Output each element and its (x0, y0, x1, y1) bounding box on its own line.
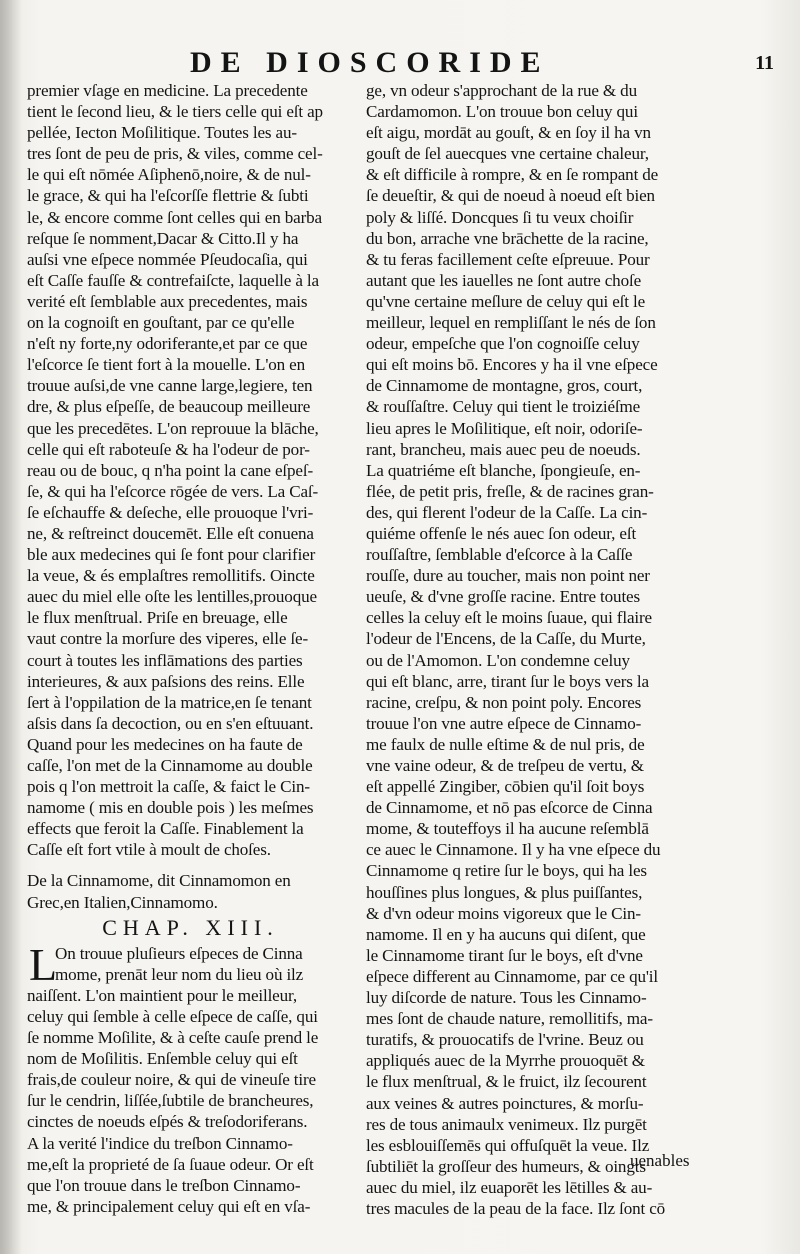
text-line: rouſſaſtre, ſemblable d'eſcorce à la Caſſe (366, 545, 633, 565)
text-line: que les precedētes. L'on reprouue la blāche, (27, 418, 319, 438)
text-line: houſſines plus longues, & plus puiſſantes, (366, 882, 643, 902)
text-line: namome ( mis en double pois ) les meſmes (27, 798, 314, 818)
text-line: me faulx de nulle eſtime & de nul pris, de (366, 734, 645, 754)
text-line: Caſſe eſt fort vtile à moult de choſes. (27, 840, 271, 860)
text-line: mome, prenāt leur nom du lieu où ilz (55, 964, 304, 984)
text-line: auec du miel, ilz euaporēt les lētilles & au- (366, 1177, 653, 1197)
text-line: cinctes de noeuds eſpés & treſodoriferans. (27, 1112, 308, 1132)
text-line: quiéme offenſe le nés auec ſon odeur, eſt (366, 523, 637, 543)
text-line: flée, de petit pris, freſle, & de racines gran- (366, 481, 654, 501)
text-line: eſpece different au Cinnamome, par ce qu'il (366, 966, 659, 986)
text-line: dre, & plus eſpeſſe, de beaucoup meilleure (27, 397, 311, 417)
catchword: uenables (630, 1151, 690, 1170)
gutter-shadow (0, 0, 22, 1254)
text-line: ſubtiliēt la groſſeur des humeurs, & oingts (366, 1156, 646, 1176)
text-line: ueuſe, & d'vne groſſe racine. Entre toutes (366, 587, 640, 607)
text-line: lieu apres le Moſilitique, eſt noir, odoriſe- (366, 418, 643, 438)
text-line: ſe deueſtir, & qui de noeud à noeud eſt bien (366, 186, 655, 206)
text-line: luy diſcorde de nature. Tous les Cinnamo- (366, 988, 647, 1008)
text-line: aſsis dans ſa decoction, ou en s'en eſtuuant. (27, 713, 314, 733)
text-line: eſt aigu, mordāt au gouſt, & en ſoy il ha vn (366, 123, 651, 143)
text-line: auſsi vne eſpece nommée Pſeudocaſia, qui (27, 249, 308, 269)
running-title: DE DIOSCORIDE (190, 46, 550, 79)
text-line: Cardamomon. L'on trouue bon celuy qui (366, 102, 638, 122)
text-line: frais,de couleur noire, & qui de vineuſe tire (27, 1070, 316, 1090)
text-line: vaut contre la morſure des viperes, elle ſe- (27, 629, 309, 649)
text-line: aux veines & autres poinctures, & morſu- (366, 1093, 644, 1113)
text-line: tres macules de la peau de la face. Ilz ſont cō (366, 1198, 666, 1218)
text-line: ſe nomme Moſilite, & à ceſte cauſe prend le (27, 1028, 319, 1048)
text-line: & d'vn odeur moins vigoreux que le Cin- (366, 903, 641, 923)
text-line: La quatriéme eſt blanche, ſpongieuſe, en- (366, 460, 641, 480)
text-line: rant, brancheu, mais auec peu de noeuds. (366, 439, 641, 459)
text-line: on la cognoiſt en gouſtant, par ce qu'elle (27, 313, 295, 333)
text-line: le flux menſtrual. Priſe en breuage, elle (27, 608, 288, 628)
text-line: tient le ſecond lieu, & le tiers celle qui eſt ap (27, 102, 323, 122)
text-line: l'eſcorce ſe tient fort à la mouelle. L'on en (27, 355, 306, 375)
text-line: verité eſt ſemblable aux precedentes, mais (27, 291, 308, 311)
text-line: Cinnamome q retire ſur le boys, qui ha les (366, 861, 647, 881)
text-line: racine, creſpu, & non point poly. Encores (366, 692, 642, 712)
text-line: eſt appellé Zingiber, cōbien qu'il ſoit boys (366, 777, 645, 797)
text-line: la veue, & és emplaſtres remollitifs. Oincte (27, 566, 315, 586)
text-line: premier vſage en medicine. La precedente (27, 81, 308, 100)
text-line: ſur le cendrin, liſſée,ſubtile de brancheures, (27, 1091, 314, 1111)
text-line: Quand pour les medecines on ha faute de (27, 734, 303, 754)
page-number: 11 (755, 52, 774, 74)
text-line: gouſt de ſel auecques vne certaine chaleur, (366, 144, 649, 164)
text-line: le Cinnamome tirant ſur le boys, eſt d'vne (366, 945, 643, 965)
text-line: interieures, & aux paſsions des reins. Elle (27, 671, 305, 691)
right-column (366, 80, 686, 1219)
text-line: ou de l'Amomon. L'on condemne celuy (366, 650, 630, 670)
text-line: eſt Caſſe fauſſe & contrefaiſcte, laquelle à la (27, 270, 319, 290)
text-line: le qui eſt nōmée Aſiphenō,noire, & de nul- (27, 165, 311, 185)
text-line: caſſe, l'on met de la Cinnamome au double (27, 756, 313, 775)
text-line: pois q l'on mettroit la caſſe, & faict le Cin- (27, 777, 310, 797)
chapter-body (27, 938, 354, 1217)
text-line: les esblouiſſemēs qui offuſquēt la veue. Ilz (366, 1135, 650, 1155)
text-line: ge, vn odeur s'approchant de la rue & du (366, 81, 637, 100)
text-line: mes ſont de chaude nature, remollitifs, ma- (366, 1009, 653, 1029)
text-line: du bon, arrache vne brāchette de la racine, (366, 228, 649, 248)
text-line: & rouſſaſtre. Celuy qui tient le troiziéſme (366, 397, 641, 417)
text-line: de Cinnamome de montagne, gros, court, (366, 376, 643, 396)
text-line: celles la celuy eſt le moins ſuaue, qui flaire (366, 608, 652, 628)
text-line: des, qui flerent l'odeur de la Caſſe. La cin- (366, 502, 648, 522)
text-line: autant que les iauelles ne ſont autre choſe (366, 270, 642, 290)
text-line: auec du miel elle oſte les lentilles,prouoque (27, 587, 317, 607)
text-line: De la Cinnamome, dit Cinnamomon en (27, 871, 291, 891)
text-line: n'eſt ny forte,ny odoriferante,et par ce que (27, 334, 308, 354)
text-line: effects que feroit la Caſſe. Finablement la (27, 819, 304, 839)
text-line: qu'vne certaine meſlure de celuy qui eſt le (366, 291, 646, 311)
text-line: court à toutes les inflāmations des parties (27, 650, 303, 670)
text-line: me,eſt la proprieté de ſa ſuaue odeur. Or eſt (27, 1154, 314, 1174)
text-line: le, & encore comme ſont celles qui en barba (27, 207, 322, 227)
text-line: le flux menſtrual, & le fruict, ilz ſecourent (366, 1072, 647, 1092)
right-column-text (366, 80, 686, 1219)
text-line: Grec,en Italien,Cinnamomo. (27, 892, 218, 912)
left-column (27, 80, 354, 1217)
text-line: namome. Il en y ha aucuns qui diſent, que (366, 924, 646, 944)
text-line: & eſt difficile à rompre, & en ſe rompant de (366, 165, 659, 185)
text-line: res de tous animaulx venimeux. Ilz purgēt (366, 1114, 647, 1134)
chapter-title (27, 870, 354, 912)
text-line: ne, & reſtreinct doucemēt. Elle eſt conuena (27, 523, 314, 543)
text-line: ſe eſchauffe & deſeche, elle prouoque l'vri- (27, 502, 314, 522)
text-line: celuy qui ſemble à celle eſpece de caſſe, qui (27, 1006, 318, 1026)
text-line: odeur, empeſche que l'on cognoiſſe celuy (366, 334, 640, 354)
text-line: ce auec le Cinnamone. Il y ha vne eſpece du (366, 840, 661, 860)
text-line: mome, & touteffoys il ha aucune reſemblā (366, 819, 649, 839)
text-line: de Cinnamome, et nō pas eſcorce de Cinna (366, 798, 653, 818)
text-line: me, & principalement celuy qui eſt en vſa- (27, 1196, 311, 1216)
text-line: celle qui eſt raboteuſe & ha l'odeur de por- (27, 439, 310, 459)
text-line: le grace, & qui ha l'eſcorſſe flettrie & ſubti (27, 186, 309, 206)
text-line: & tu feras facillement ceſte eſpreuue. Pour (366, 249, 650, 269)
text-line: appliqués auec de la Myrrhe prouoquēt & (366, 1051, 645, 1071)
text-line: rouſſe, dure au toucher, mais non point ner (366, 566, 650, 586)
text-line: reau ou de bouc, q n'ha point la cane eſpeſ- (27, 460, 314, 480)
text-line: naiſſent. L'on maintient pour le meilleur, (27, 985, 297, 1005)
text-line: A la verité l'indice du treſbon Cinnamo- (27, 1133, 293, 1153)
text-line: ſert à l'oppilation de la matrice,en ſe tenant (27, 692, 312, 712)
text-line: reſque ſe nomment,Dacar & Citto.Il y ha (27, 228, 299, 248)
left-column-text (27, 80, 354, 860)
text-line: qui eſt moins bō. Encores y ha il vne eſpece (366, 355, 658, 375)
drop-cap: L (29, 938, 57, 990)
text-line: poly & liſſé. Doncques ſi tu veux choiſir (366, 207, 634, 227)
text-line: ſe, & qui ha l'eſcorce rōgée de vers. La Caſ- (27, 481, 319, 501)
text-line: meilleur, lequel en rempliſſant le nés de ſon (366, 313, 656, 333)
text-line: turatifs, & prouocatifs de l'vrine. Beuz ou (366, 1030, 644, 1050)
text-line: l'odeur de l'Encens, de la Caſſe, du Murte, (366, 629, 646, 649)
text-line: trouue auſsi,de vne canne large,legiere, ten (27, 376, 313, 396)
text-line: ble aux medecines qui ſe font pour clarifier (27, 545, 316, 565)
text-line: nom de Moſilitis. Enſemble celuy qui eſt (27, 1049, 298, 1069)
text-line: tres ſont de peu de pris, & viles, comme cel- (27, 144, 323, 164)
text-line: On trouue pluſieurs eſpeces de Cinna (55, 943, 303, 963)
text-line: que l'on trouue dans le treſbon Cinnamo- (27, 1175, 301, 1195)
text-line: vne vaine odeur, & de treſpeu de vertu, & (366, 756, 644, 775)
text-line: pellée, Iecton Moſilitique. Toutes les au- (27, 123, 297, 143)
chapter-heading: CHAP. XIII. (102, 914, 279, 940)
text-line: trouue l'on vne autre eſpece de Cinnamo- (366, 713, 642, 733)
text-line: qui eſt blanc, arre, tirant ſur le boys vers la (366, 671, 649, 691)
